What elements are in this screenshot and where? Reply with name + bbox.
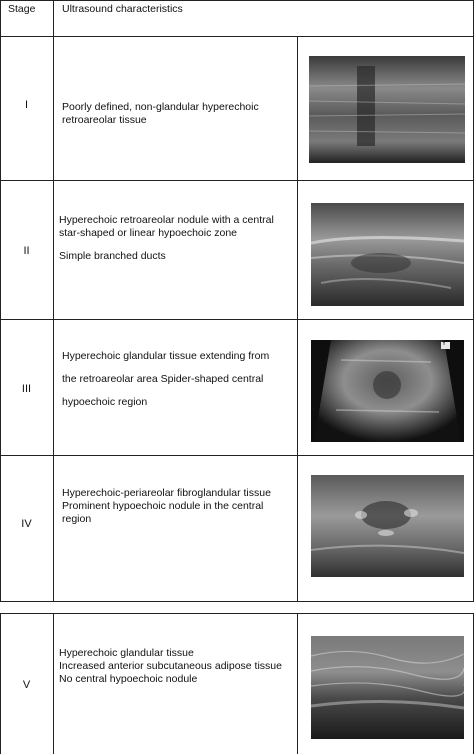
stage-label: I (24, 99, 29, 111)
text-line: Poorly defined, non-glandular hyperechoic (62, 101, 259, 113)
table-border (0, 0, 474, 1)
text-line: the retroareolar area Spider-shaped central (62, 373, 264, 385)
table-border (297, 613, 298, 754)
table-border (0, 36, 474, 37)
text-line: Increased anterior subcutaneous adipose tissue (59, 660, 282, 672)
stage-label: II (23, 245, 30, 257)
text-line: Simple branched ducts (59, 250, 166, 262)
text-line: Hyperechoic retroareolar nodule with a central (59, 214, 274, 226)
table-border (53, 0, 54, 602)
header-stage: Stage (8, 3, 36, 15)
text-line: retroareolar tissue (62, 114, 147, 126)
characteristics-text (62, 350, 294, 409)
characteristics-text (62, 101, 294, 127)
text-line: Prominent hypoechoic nodule in the central (62, 500, 264, 512)
table-border (0, 180, 474, 181)
ultrasound-image (311, 636, 464, 739)
table-border (0, 455, 474, 456)
image-marker-badge: Y (442, 341, 447, 347)
ultrasound-image (311, 340, 464, 442)
text-line: star-shaped or linear hypoechoic zone (59, 227, 238, 239)
table-border (0, 601, 474, 602)
text-line: region (62, 513, 92, 525)
table-border (0, 613, 474, 614)
characteristics-text (59, 214, 295, 263)
characteristics-text (59, 647, 295, 686)
ultrasound-image (309, 56, 465, 163)
characteristics-text (62, 487, 294, 526)
stage-label: V (22, 679, 31, 691)
stage-label: IV (21, 518, 32, 530)
text-line: hypoechoic region (62, 396, 148, 408)
table-border (0, 0, 1, 602)
table-border (53, 613, 54, 754)
ultrasound-image (311, 203, 464, 306)
text-line: Hyperechoic glandular tissue (59, 647, 194, 659)
header-characteristics: Ultrasound characteristics (62, 3, 183, 15)
table-border (0, 319, 474, 320)
stage-label: III (21, 383, 32, 395)
text-line: Hyperechoic glandular tissue extending from (62, 350, 270, 362)
ultrasound-image (311, 475, 464, 577)
text-line: Hyperechoic-periareolar fibroglandular tissue (62, 487, 271, 499)
text-line: No central hypoechoic nodule (59, 673, 198, 685)
